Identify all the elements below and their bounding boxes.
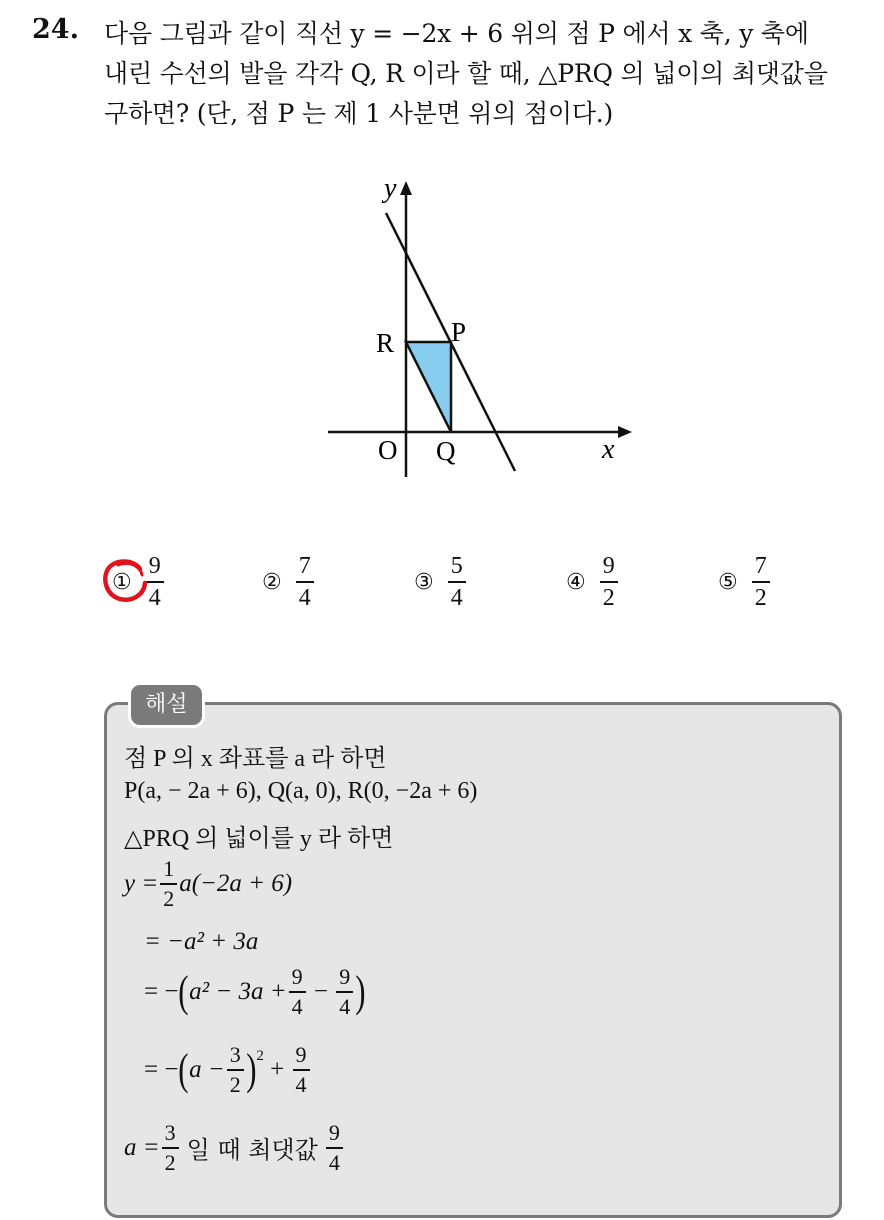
question-line-3: 구하면? (단, 점 P 는 제 1 사분면 위의 점이다.) <box>104 99 614 128</box>
question-number: 24. <box>32 14 79 45</box>
choice-fraction: $\frac{5}{4}$ <box>448 554 466 610</box>
choice-fraction: $\frac{9}{2}$ <box>600 554 618 610</box>
y-axis-arrow <box>400 181 412 195</box>
equation-4: = − ( a − $\frac{3}{2}$ ) $^2$ + $\frac{9}{4}$ <box>144 1044 312 1096</box>
x-axis-arrow <box>618 426 632 438</box>
fraction-9-4: $\frac{9}{4}$ <box>293 1044 310 1096</box>
fraction-half: $\frac{1}{2}$ <box>160 858 177 910</box>
equation-1: y = $\frac{1}{2}$ a(−2a + 6) <box>124 856 293 911</box>
fraction-9-4: $\frac{9}{4}$ <box>289 966 306 1018</box>
choice-2[interactable] <box>262 550 314 614</box>
choice-5[interactable] <box>718 550 770 614</box>
choice-number: ④ <box>566 569 586 595</box>
solution-line-3: △PRQ 의 넓이를 y 라 하면 <box>124 826 394 852</box>
y-axis-label: y <box>384 173 397 204</box>
fraction-9-4: $\frac{9}{4}$ <box>336 966 353 1018</box>
solution-tag: 해설 <box>128 682 205 728</box>
x-axis-label: x <box>602 434 615 465</box>
fraction-3-2: $\frac{3}{2}$ <box>162 1122 179 1174</box>
choice-number: ① <box>112 569 132 595</box>
choice-3[interactable] <box>414 550 466 614</box>
point-q-label: Q <box>436 436 456 466</box>
choice-fraction: $\frac{9}{4}$ <box>146 554 164 610</box>
question-line-2: 내린 수선의 발을 각각 Q, R 이라 할 때, △PRQ 의 넓이의 최댓값을 <box>104 59 828 88</box>
answer-circle-mark <box>100 555 152 605</box>
equation-3: = − ( a² − 3a + $\frac{9}{4}$ − $\frac{9}{4}$ ) <box>144 964 366 1019</box>
solution-line-2: P(a, − 2a + 6), Q(a, 0), R(0, −2a + 6) <box>124 778 478 804</box>
choice-fraction: $\frac{7}{2}$ <box>752 554 770 610</box>
fraction-3-2: $\frac{3}{2}$ <box>227 1044 244 1096</box>
triangle-prq <box>406 342 451 432</box>
question-line-1: 다음 그림과 같이 직선 y = −2x + 6 위의 점 P 에서 x 축, y 축에 <box>104 19 809 48</box>
choice-number: ⑤ <box>718 569 738 595</box>
choice-number: ③ <box>414 569 434 595</box>
equation-2: = −a² + 3a <box>144 928 259 955</box>
origin-label: O <box>378 435 398 465</box>
graph-figure <box>310 165 650 485</box>
point-r-label: R <box>376 328 395 358</box>
choice-4[interactable] <box>566 550 618 614</box>
equation-5: a = $\frac{3}{2}$ 일 때 최댓값 $\frac{9}{4}$ <box>124 1122 345 1174</box>
point-p-label: P <box>451 317 467 347</box>
choice-fraction: $\frac{7}{4}$ <box>296 554 314 610</box>
fraction-9-4: $\frac{9}{4}$ <box>326 1122 343 1174</box>
solution-line-1: 점 P 의 x 좌표를 a 라 하면 <box>124 746 387 772</box>
choice-number: ② <box>262 569 282 595</box>
